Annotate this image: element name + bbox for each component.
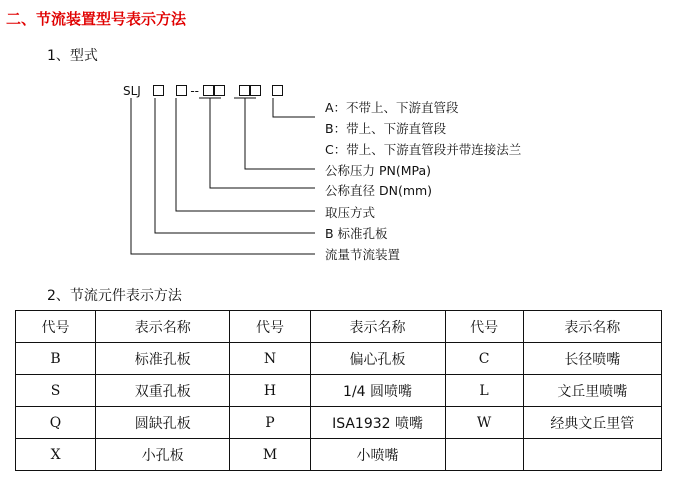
table-cell: W bbox=[445, 407, 523, 439]
code-box-pn-1 bbox=[239, 85, 250, 96]
table-cell: 小孔板 bbox=[96, 439, 230, 471]
element-section-title: 2、节流元件表示方法 bbox=[47, 288, 182, 304]
label-tap-method: 取压方式 bbox=[325, 205, 376, 220]
code-box-pressure-tap bbox=[176, 85, 187, 96]
table-cell: X bbox=[16, 439, 96, 471]
table-header: 表示名称 bbox=[96, 311, 230, 343]
leader-line-slj bbox=[131, 98, 315, 254]
table-header: 表示名称 bbox=[523, 311, 661, 343]
table-cell bbox=[523, 439, 661, 471]
label-diameter: 公称直径 DN(mm) bbox=[325, 183, 433, 198]
table-header: 表示名称 bbox=[310, 311, 445, 343]
table-cell: N bbox=[230, 343, 310, 375]
model-format-title: 1、型式 bbox=[47, 48, 98, 64]
leader-line-type bbox=[273, 98, 315, 117]
table-header-row bbox=[16, 311, 662, 343]
label-type-b: B：带上、下游直管段 bbox=[325, 121, 447, 136]
section-heading: 二、节流装置型号表示方法 bbox=[6, 10, 187, 28]
model-prefix: SLJ bbox=[123, 84, 141, 98]
table-cell: 1/4 圆喷嘴 bbox=[310, 375, 445, 407]
table-cell: 圆缺孔板 bbox=[96, 407, 230, 439]
leader-line-box1 bbox=[155, 98, 315, 233]
table-cell: 长径喷嘴 bbox=[523, 343, 661, 375]
table-header: 代号 bbox=[230, 311, 310, 343]
table-cell: B bbox=[16, 343, 96, 375]
code-box-type bbox=[272, 85, 283, 96]
table-cell: M bbox=[230, 439, 310, 471]
table-row bbox=[16, 439, 662, 471]
leader-line-dn bbox=[210, 98, 315, 188]
table-cell: C bbox=[445, 343, 523, 375]
table-cell: H bbox=[230, 375, 310, 407]
table-cell: 经典文丘里管 bbox=[523, 407, 661, 439]
table-cell: Q bbox=[16, 407, 96, 439]
table-row bbox=[16, 407, 662, 439]
table-cell: S bbox=[16, 375, 96, 407]
table-cell: L bbox=[445, 375, 523, 407]
table-row bbox=[16, 375, 662, 407]
label-flow-device: 流量节流装置 bbox=[325, 247, 401, 262]
table-cell: P bbox=[230, 407, 310, 439]
table-header: 代号 bbox=[16, 311, 96, 343]
element-code-table bbox=[15, 310, 662, 471]
label-type-c: C：带上、下游直管段并带连接法兰 bbox=[325, 142, 522, 157]
table-cell: 标准孔板 bbox=[96, 343, 230, 375]
code-box-pn-2 bbox=[250, 85, 261, 96]
table-cell: ISA1932 喷嘴 bbox=[310, 407, 445, 439]
label-pressure: 公称压力 PN(MPa) bbox=[325, 163, 432, 178]
label-standard-orifice: B 标准孔板 bbox=[325, 226, 388, 241]
code-box-element bbox=[153, 85, 164, 96]
code-box-dn-2 bbox=[214, 85, 225, 96]
model-code bbox=[123, 84, 283, 98]
table-cell: 偏心孔板 bbox=[310, 343, 445, 375]
table-cell: 文丘里喷嘴 bbox=[523, 375, 661, 407]
table-header: 代号 bbox=[445, 311, 523, 343]
model-separator: -- bbox=[190, 84, 199, 98]
table-row bbox=[16, 343, 662, 375]
label-type-a: A：不带上、下游直管段 bbox=[325, 100, 459, 115]
table-cell: 小喷嘴 bbox=[310, 439, 445, 471]
code-box-dn-1 bbox=[203, 85, 214, 96]
table-cell bbox=[445, 439, 523, 471]
table-cell: 双重孔板 bbox=[96, 375, 230, 407]
leader-line-pn bbox=[245, 98, 315, 169]
